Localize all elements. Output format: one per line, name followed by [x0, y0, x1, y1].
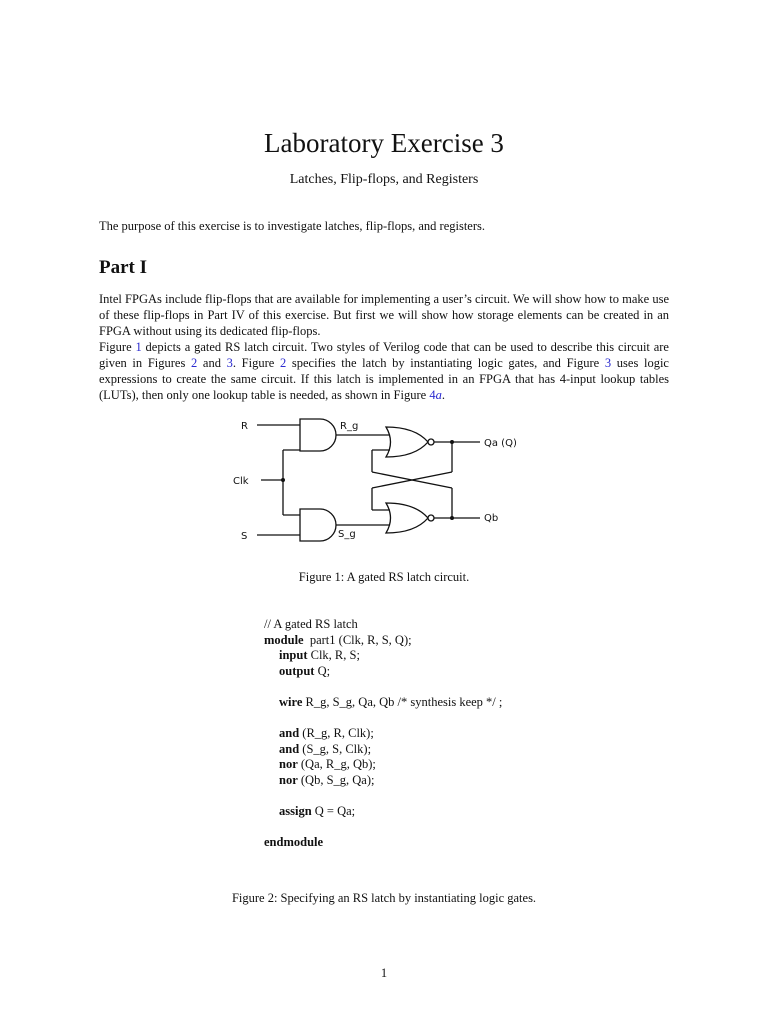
code-text: R_g, S_g, Qa, Qb /* synthesis keep */ ; [302, 694, 503, 709]
paragraph-figure-references [99, 339, 669, 403]
figure-4-sublabel: a [435, 388, 442, 402]
code-text: Clk, R, S; [307, 648, 360, 663]
code-line [264, 773, 502, 789]
code-line [264, 726, 502, 742]
code-line [264, 835, 502, 851]
code-text: part1 (Clk, R, S, Q); [303, 632, 412, 647]
verilog-code-block [264, 617, 502, 851]
code-keyword: wire [279, 694, 303, 709]
figure-4-number: 4 [429, 388, 436, 402]
code-text: (Qb, S_g, Qa); [297, 772, 375, 787]
section-heading: Part I [99, 257, 148, 278]
code-text: (R_g, R, Clk); [299, 726, 374, 741]
code-keyword: input [279, 648, 308, 663]
code-keyword: and [279, 726, 300, 741]
output-qb-label: Qb [484, 513, 499, 524]
document-subtitle: Latches, Flip-flops, and Registers [289, 172, 479, 187]
code-text: (Qa, R_g, Qb); [297, 757, 376, 772]
code-blank-line [264, 789, 502, 805]
code-line [264, 804, 502, 820]
figure-3-link[interactable]: 3 [226, 356, 233, 370]
wire-sg-label: S_g [338, 529, 356, 540]
page-number: 1 [380, 966, 388, 980]
code-line [264, 633, 502, 649]
code-blank-line [264, 711, 502, 727]
paragraph-text: and [197, 356, 227, 370]
paragraph-text: . Figure [232, 356, 280, 370]
code-text: (S_g, S, Clk); [299, 741, 372, 756]
figure-1-caption: Figure 1: A gated RS latch circuit. [298, 570, 470, 584]
code-keyword: endmodule [264, 835, 324, 850]
wire-rg-label: R_g [340, 421, 359, 432]
output-qa-label: Qa (Q) [484, 438, 517, 449]
document-title: Laboratory Exercise 3 [264, 128, 504, 158]
input-s-label: S [241, 531, 248, 542]
code-line [264, 695, 502, 711]
code-keyword: nor [279, 772, 298, 787]
input-r-label: R [241, 421, 248, 432]
figure-2-link[interactable]: 2 [279, 356, 287, 370]
code-keyword: output [279, 663, 315, 678]
code-blank-line [264, 679, 502, 695]
paragraph-text: depicts a gated RS latch circuit. Two styles of Verilog code that can be used to describe this circuit are given in Figures [99, 340, 669, 370]
figure-2-link[interactable]: 2 [190, 356, 198, 370]
code-keyword: module [264, 632, 304, 647]
code-comment: // A gated RS latch [264, 617, 358, 631]
code-line [264, 742, 502, 758]
code-keyword: assign [279, 804, 312, 819]
code-blank-line [264, 820, 502, 836]
code-line [264, 664, 502, 680]
paragraph-text: Figure [99, 340, 136, 354]
code-keyword: nor [279, 757, 298, 772]
figure-4a-link[interactable] [429, 388, 442, 402]
figure-1-link[interactable]: 1 [135, 340, 142, 354]
paragraph-text: . [441, 388, 445, 402]
intro-text: The purpose of this exercise is to investigate latches, flip-flops, and registers. [99, 219, 486, 233]
input-clk-label: Clk [233, 476, 249, 487]
gated-rs-latch-diagram [225, 410, 535, 550]
code-text: Q; [314, 663, 331, 678]
code-line [264, 648, 502, 664]
code-text: Q = Qa; [311, 804, 356, 819]
paragraph-text: uses logic expressions to create the same circuit. If this latch is implemented in an FPGA that has 4-input lookup tables (LUTs), then only one lookup table is needed, as shown in Figure [99, 356, 669, 402]
paragraph-text: specifies the latch by instantiating logic gates, and Figure [286, 356, 605, 370]
figure-2-caption: Figure 2: Specifying an RS latch by instantiating logic gates. [231, 891, 537, 905]
code-line [264, 757, 502, 773]
figure-3-link[interactable]: 3 [604, 356, 612, 370]
code-keyword: and [279, 741, 300, 756]
paragraph-fpga-flipflops: Intel FPGAs include flip-flops that are available for implementing a user’s circuit. We will show how to make use of these flip-flops in Part IV of this exercise. But first we will show how storage elements can be created in an FPGA without using its dedicated flip-flops. [99, 292, 669, 338]
